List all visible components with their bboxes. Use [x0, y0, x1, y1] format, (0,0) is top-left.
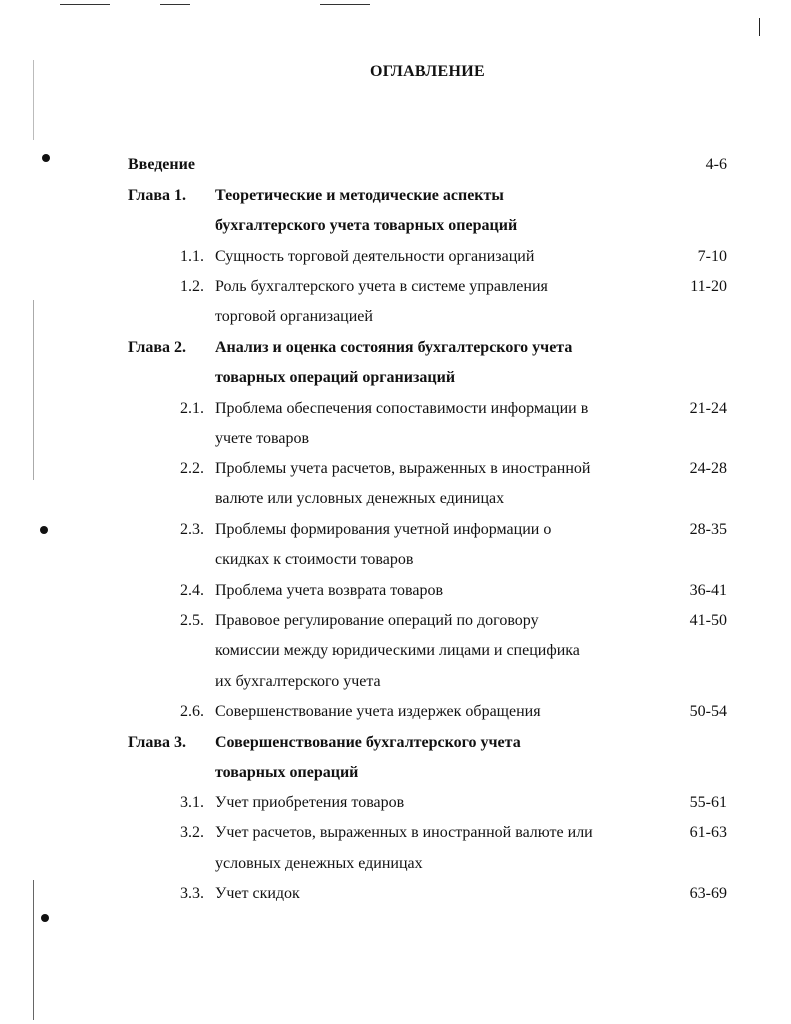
scan-artifact: [759, 18, 760, 36]
section-title: условных денежных единицах: [215, 855, 423, 872]
section-pages: 61-63: [689, 824, 727, 841]
section-pages: 21-24: [689, 400, 727, 417]
chapter-2-label: Глава 2.: [128, 339, 186, 356]
section-number: 2.2.: [180, 460, 204, 477]
section-number: 2.5.: [180, 612, 204, 629]
section-title: Учет приобретения товаров: [215, 794, 405, 811]
section-title: Учет скидок: [215, 885, 300, 902]
section-title: Учет расчетов, выраженных в иностранной валюте или: [215, 824, 593, 841]
chapter-2-title: Анализ и оценка состояния бухгалтерского учета: [215, 339, 573, 356]
section-title: Проблема обеспечения сопоставимости информации в: [215, 400, 589, 417]
chapter-3-title: товарных операций: [215, 764, 359, 781]
section-number: 2.3.: [180, 521, 204, 538]
section-title: Совершенствование учета издержек обращения: [215, 703, 541, 720]
intro-label: Введение: [128, 156, 195, 173]
binder-hole-icon: [41, 914, 49, 922]
chapter-2-title: товарных операций организаций: [215, 369, 456, 386]
section-number: 3.3.: [180, 885, 204, 902]
section-title: учете товаров: [215, 430, 310, 447]
section-number: 1.1.: [180, 248, 204, 265]
section-pages: 24-28: [689, 460, 727, 477]
section-title: их бухгалтерского учета: [215, 673, 381, 690]
chapter-3-label: Глава 3.: [128, 734, 186, 751]
chapter-1-title: Теоретические и методические аспекты: [215, 187, 504, 204]
section-title: скидках к стоимости товаров: [215, 551, 414, 568]
section-title: Сущность торговой деятельности организаций: [215, 248, 535, 265]
binder-hole-icon: [42, 154, 50, 162]
binder-hole-icon: [40, 526, 48, 534]
section-number: 3.2.: [180, 824, 204, 841]
scan-artifact: [320, 4, 370, 5]
section-title: Правовое регулирование операций по договору: [215, 612, 539, 629]
section-pages: 28-35: [689, 521, 727, 538]
section-number: 1.2.: [180, 278, 204, 295]
section-pages: 55-61: [689, 794, 727, 811]
section-pages: 63-69: [689, 885, 727, 902]
section-title: валюте или условных денежных единицах: [215, 490, 505, 507]
section-number: 2.6.: [180, 703, 204, 720]
chapter-3-title: Совершенствование бухгалтерского учета: [215, 734, 521, 751]
page-title: ОГЛАВЛЕНИЕ: [370, 63, 485, 80]
section-number: 2.1.: [180, 400, 204, 417]
scan-artifact: [33, 300, 34, 480]
section-title: Роль бухгалтерского учета в системе управления: [215, 278, 548, 295]
section-title: комиссии между юридическими лицами и специфика: [215, 642, 580, 659]
intro-pages: 4-6: [705, 156, 727, 173]
section-number: 3.1.: [180, 794, 204, 811]
section-pages: 11-20: [690, 278, 727, 295]
section-pages: 7-10: [697, 248, 727, 265]
section-title: Проблема учета возврата товаров: [215, 582, 444, 599]
section-pages: 41-50: [689, 612, 727, 629]
chapter-1-title: бухгалтерского учета товарных операций: [215, 217, 518, 234]
section-number: 2.4.: [180, 582, 204, 599]
scan-artifact: [60, 4, 110, 5]
chapter-1-label: Глава 1.: [128, 187, 186, 204]
scan-artifact: [160, 4, 190, 5]
scan-artifact: [33, 880, 34, 1020]
section-pages: 50-54: [689, 703, 727, 720]
section-title: Проблемы формирования учетной информации о: [215, 521, 552, 538]
section-title: торговой организацией: [215, 308, 373, 325]
section-title: Проблемы учета расчетов, выраженных в иностранной: [215, 460, 591, 477]
section-pages: 36-41: [689, 582, 727, 599]
